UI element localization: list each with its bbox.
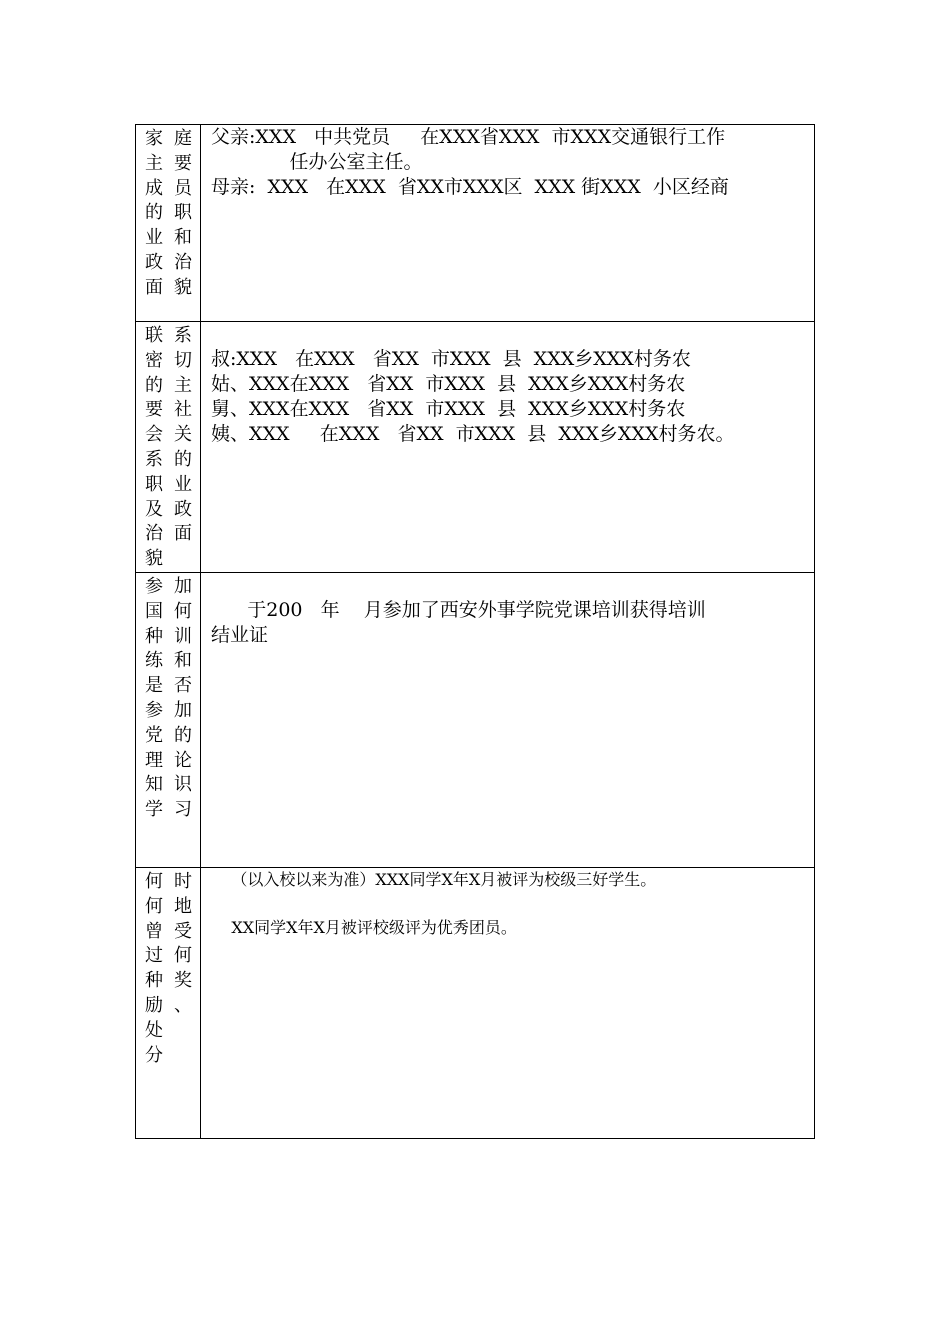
- label-char: 学: [145, 799, 163, 821]
- label-char: 奖: [174, 970, 192, 992]
- label-char: 貌: [174, 276, 192, 298]
- content-line: 叔:XXX 在XXX 省XX 市XXX 县 XXX乡XXX村务农: [211, 348, 691, 370]
- label-char: 过: [145, 945, 163, 967]
- label-char: 时: [174, 870, 192, 892]
- content-line: 于200 年 月参加了西安外事学院党课培训获得培训: [211, 598, 706, 621]
- label-char: 国: [145, 600, 163, 622]
- label-char: 训: [174, 625, 192, 647]
- label-char: 地: [174, 895, 192, 917]
- label-char: 主: [174, 374, 192, 396]
- label-char: 貌: [145, 548, 163, 570]
- label-family-members: [136, 125, 200, 301]
- row-awards-penalties: [136, 867, 815, 1138]
- label-char: 习: [174, 799, 192, 821]
- label-char: 受: [174, 920, 192, 942]
- label-char: 会: [145, 424, 163, 446]
- label-char: 庭: [174, 128, 192, 149]
- label-char: 曾: [145, 920, 163, 942]
- label-char: 要: [174, 152, 192, 174]
- label-char: 社: [174, 399, 192, 421]
- label-char: 否: [174, 675, 192, 697]
- label-char: 处分: [145, 1019, 163, 1066]
- content-line: 姑、XXX在XXX 省XX 市XXX 县 XXX乡XXX村务农: [211, 373, 686, 395]
- label-char: 何: [174, 600, 192, 622]
- label-char: 加: [174, 575, 192, 597]
- label-char: 联: [145, 325, 163, 346]
- label-char: 及: [145, 498, 163, 520]
- label-char: 和: [174, 650, 192, 672]
- content-line: 结业证: [211, 623, 269, 646]
- content-line: （以入校以来为准）XXX同学X年X月被评为校级三好学生。: [211, 869, 657, 889]
- label-char: 成: [145, 177, 163, 199]
- label-char: 面: [174, 523, 192, 545]
- content-cell-family: [201, 125, 815, 322]
- content-party-training: [201, 573, 814, 648]
- label-cell-training: [136, 572, 201, 867]
- label-char: 和: [174, 227, 192, 249]
- label-char: 参: [145, 699, 163, 721]
- label-char: 业: [174, 473, 192, 495]
- label-char: 系: [174, 325, 192, 346]
- row-family-members: [136, 125, 815, 322]
- label-char: 家: [145, 128, 163, 149]
- label-char: 切: [174, 349, 192, 371]
- label-char: 的: [145, 374, 163, 396]
- label-char: 知: [145, 774, 163, 796]
- label-cell-awards: [136, 867, 201, 1138]
- content-cell-relations: [201, 322, 815, 573]
- label-char: 种: [145, 625, 163, 647]
- content-family-members: [201, 125, 814, 200]
- content-line: [211, 892, 805, 916]
- row-party-training: [136, 572, 815, 867]
- label-char: 的: [174, 724, 192, 746]
- label-char: 何: [174, 945, 192, 967]
- label-char: 识: [174, 774, 192, 796]
- label-char: 论: [174, 749, 192, 771]
- label-char: 治: [145, 523, 163, 545]
- label-char: 职: [174, 202, 192, 224]
- label-char: 要: [145, 399, 163, 421]
- label-char: 密: [145, 349, 163, 371]
- content-awards-penalties: [201, 868, 814, 940]
- content-social-relations: [201, 322, 814, 447]
- label-party-training: [136, 573, 200, 823]
- label-char: 业: [145, 227, 163, 249]
- label-char: 关: [174, 424, 192, 446]
- label-char: 励: [145, 994, 163, 1016]
- content-line: 父亲:XXX 中共党员 在XXX省XXX 市XXX交通银行工作: [211, 126, 726, 148]
- label-char: 的: [174, 448, 192, 470]
- label-char: 治: [174, 251, 192, 273]
- content-line: 母亲: XXX 在XXX 省XX市XXX区 XXX 街XXX 小区经商: [211, 176, 729, 198]
- content-cell-training: [201, 572, 815, 867]
- label-cell-family: [136, 125, 201, 322]
- label-awards-penalties: [136, 868, 200, 1068]
- label-char: 是: [145, 675, 163, 697]
- label-char: 主: [145, 152, 163, 174]
- label-char: 种: [145, 970, 163, 992]
- info-form-table: [135, 124, 815, 1139]
- label-char: 何: [145, 870, 163, 892]
- label-char: 何: [145, 895, 163, 917]
- content-line: [211, 573, 805, 598]
- content-line: [211, 322, 805, 347]
- label-char: 政: [174, 498, 192, 520]
- label-char: 理: [145, 749, 163, 771]
- content-line: 舅、XXX在XXX 省XX 市XXX 县 XXX乡XXX村务农: [211, 398, 686, 420]
- content-line: 姨、XXX 在XXX 省XX 市XXX 县 XXX乡XXX村务农。: [211, 423, 735, 445]
- label-char: 参: [145, 575, 163, 597]
- label-social-relations: [136, 322, 200, 572]
- label-char: 的: [145, 202, 163, 224]
- label-char: 练: [145, 650, 163, 672]
- label-char: 党: [145, 724, 163, 746]
- label-cell-relations: [136, 322, 201, 573]
- content-line: 任办公室主任。: [211, 151, 423, 173]
- label-char: 员: [174, 177, 192, 199]
- label-char: 系: [145, 448, 163, 470]
- label-char: 政: [145, 251, 163, 273]
- label-char: 职: [145, 473, 163, 495]
- label-char: 、: [174, 994, 192, 1016]
- content-cell-awards: [201, 867, 815, 1138]
- label-char: 面: [145, 276, 163, 298]
- label-char: 加: [174, 699, 192, 721]
- row-social-relations: [136, 322, 815, 573]
- content-line: XX同学X年X月被评校级评为优秀团员。: [211, 917, 517, 937]
